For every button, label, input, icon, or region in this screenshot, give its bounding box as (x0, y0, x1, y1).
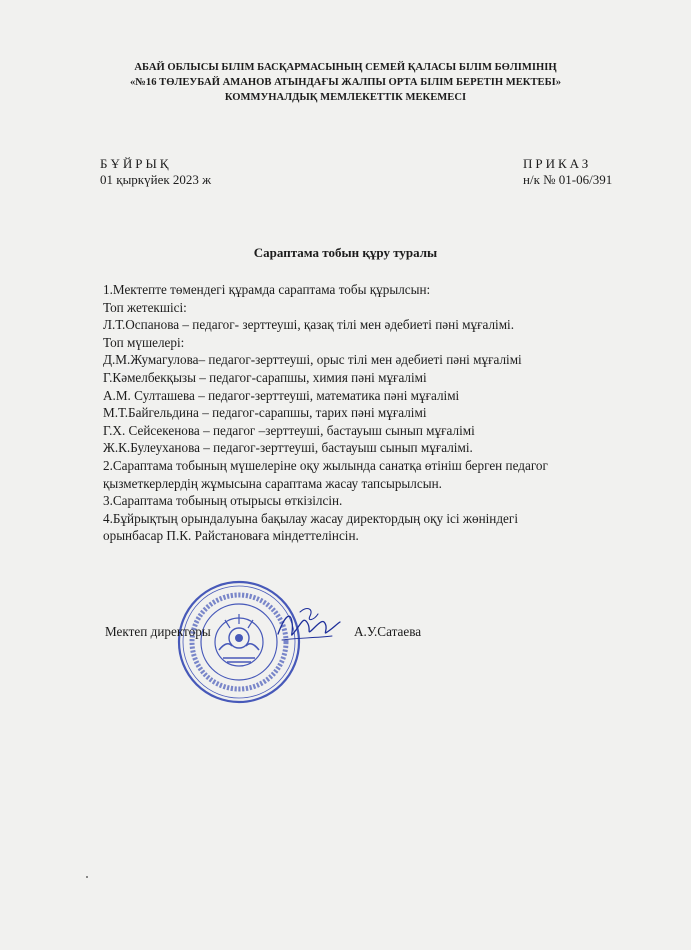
body-line: Г.Кәмелбекқызы – педагог-сарапшы, химия пәні мұғалімі (103, 369, 427, 385)
order-date: 01 қыркүйек 2023 ж (100, 172, 212, 187)
order-type-kz: БҰЙРЫҚ (100, 156, 172, 171)
handwritten-signature (270, 600, 342, 650)
body-line: Топ жетекшісі: (103, 299, 187, 315)
body-line: Топ мүшелері: (103, 334, 185, 350)
body-line: Д.М.Жумагулова– педагог-зерттеуші, орыс тілі мен әдебиеті пәні мұғалімі (103, 352, 522, 368)
header-line-1: АБАЙ ОБЛЫСЫ БІЛІМ БАСҚАРМАСЫНЫҢ СЕМЕЙ ҚАЛАСЫ БІЛІМ БӨЛІМІНІҢ (134, 62, 557, 73)
order-number: н/к № 01-06/391 (523, 172, 613, 187)
document-body (103, 281, 548, 545)
signatory-name: А.У.Сатаева (354, 624, 422, 639)
paper-speck (86, 876, 88, 878)
emblem-icon (215, 614, 263, 666)
body-line: 1.Мектепте төмендегі құрамда сараптама тобы құрылсын: (103, 282, 431, 297)
institution-header (0, 60, 691, 105)
body-line: М.Т.Байгельдина – педагог-сарапшы, тарих пәні мұғалімі (103, 405, 427, 421)
kazakh-order-block (100, 156, 211, 188)
body-line: Л.Т.Оспанова – педагог- зерттеуші, қазақ тілі мен әдебиеті пәні мұғалімі. (103, 317, 515, 333)
body-line: орынбасар П.К. Райстановаға міндеттелінсін. (103, 528, 359, 544)
body-line: 3.Сараптама тобының отырысы өткізілсін. (103, 493, 343, 509)
body-line: 2.Сараптама тобының мүшелеріне оқу жылында санатқа өтініш берген педагог (103, 457, 548, 473)
russian-order-block (523, 156, 612, 188)
body-line: 4.Бұйрықтың орындалуына бақылау жасау директордың оқу ісі жөніндегі (103, 510, 518, 526)
header-line-2: «№16 ТӨЛЕУБАЙ АМАНОВ АТЫНДАҒЫ ЖАЛПЫ ОРТА БІЛІМ БЕРЕТІН МЕКТЕБІ» (129, 77, 562, 88)
body-line: Ж.К.Булеуханова – педагог-зерттеуші, бастауыш сынып мұғалімі. (103, 440, 473, 456)
body-line: А.М. Султашева – педагог-зерттеуші, математика пәні мұғалімі (103, 387, 460, 403)
body-line: Г.Х. Сейсекенова – педагог –зерттеуші, бастауыш сынып мұғалімі (103, 422, 475, 438)
document-title: Сараптама тобын құру туралы (253, 245, 438, 260)
body-line: қызметкерлердің жұмысына сараптама жасау тапсырылсын. (103, 475, 442, 491)
signatory-position: Мектеп директоры (105, 624, 211, 639)
order-type-ru: ПРИКАЗ (523, 156, 592, 171)
header-line-3: КОММУНАЛДЫҚ МЕМЛЕКЕТТІК МЕКЕМЕСІ (224, 92, 467, 103)
